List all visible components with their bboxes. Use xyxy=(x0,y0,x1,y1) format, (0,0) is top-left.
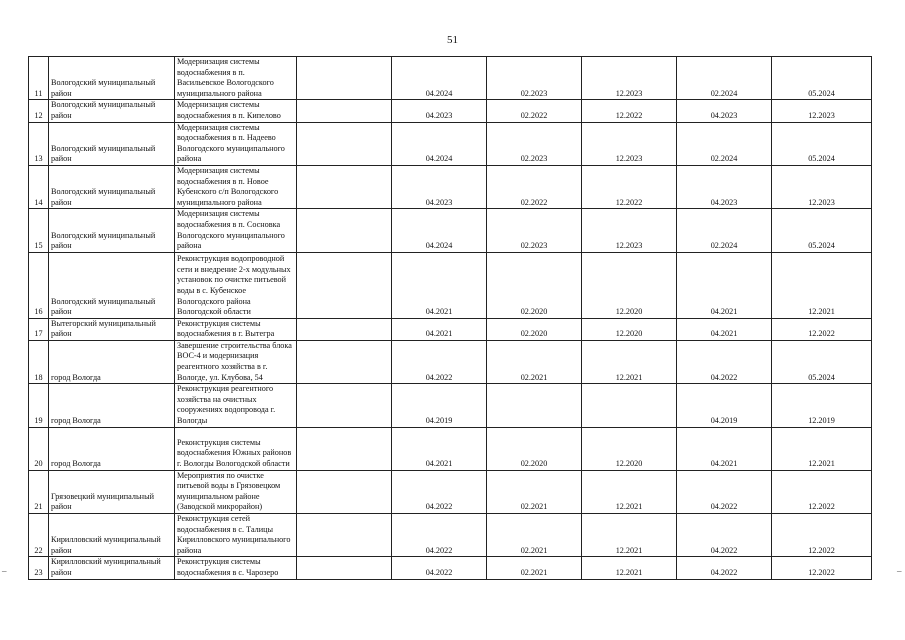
event-cell: Реконструкция системы водоснабжения в г. Вытегра xyxy=(175,318,297,340)
page-number: 51 xyxy=(447,34,458,46)
row-number: 22 xyxy=(29,514,49,557)
date-cell: 12.2023 xyxy=(582,57,677,100)
row-number: 15 xyxy=(29,209,49,252)
date-cell: 04.2022 xyxy=(392,340,487,383)
district-cell: Кирилловский муниципальный район xyxy=(49,557,175,579)
date-cell: 12.2023 xyxy=(582,209,677,252)
date-cell: 12.2021 xyxy=(582,557,677,579)
date-cell: 02.2024 xyxy=(677,122,772,165)
date-cell: 02.2023 xyxy=(487,122,582,165)
left-margin-mark: – xyxy=(2,566,7,576)
date-cell: 12.2021 xyxy=(772,252,872,318)
date-cell: 12.2021 xyxy=(582,470,677,513)
table-row xyxy=(29,252,872,318)
date-cell: 12.2020 xyxy=(582,427,677,470)
date-cell: 02.2021 xyxy=(487,514,582,557)
date-cell: 12.2023 xyxy=(772,100,872,122)
date-cell: 04.2022 xyxy=(392,557,487,579)
row-number: 23 xyxy=(29,557,49,579)
row-number: 12 xyxy=(29,100,49,122)
empty-cell xyxy=(297,427,392,470)
date-cell: 04.2022 xyxy=(677,470,772,513)
event-cell: Мероприятия по очистке питьевой воды в Грязовецком муниципальном районе (Заводской микрорайон) xyxy=(175,470,297,513)
date-cell xyxy=(582,384,677,427)
empty-cell xyxy=(297,318,392,340)
date-cell: 02.2023 xyxy=(487,209,582,252)
empty-cell xyxy=(297,514,392,557)
date-cell: 04.2021 xyxy=(392,252,487,318)
table-row xyxy=(29,100,872,122)
date-cell: 12.2020 xyxy=(582,252,677,318)
district-cell: Вологодский муниципальный район xyxy=(49,122,175,165)
date-cell: 02.2024 xyxy=(677,57,772,100)
row-number: 21 xyxy=(29,470,49,513)
empty-cell xyxy=(297,165,392,208)
date-cell: 12.2023 xyxy=(772,165,872,208)
date-cell: 02.2021 xyxy=(487,340,582,383)
date-cell: 04.2021 xyxy=(677,318,772,340)
date-cell: 12.2020 xyxy=(582,318,677,340)
date-cell: 12.2022 xyxy=(582,165,677,208)
date-cell: 04.2022 xyxy=(677,557,772,579)
event-cell: Модернизация системы водоснабжения в п. Надеево Вологодского муниципального района xyxy=(175,122,297,165)
empty-cell xyxy=(297,384,392,427)
row-number: 17 xyxy=(29,318,49,340)
date-cell: 12.2022 xyxy=(582,100,677,122)
event-cell: Реконструкция водопроводной сети и внедрение 2-х модульных установок по очистке питьевой воды в с. Кубенское Вологодского района Вологодской области xyxy=(175,252,297,318)
row-number: 20 xyxy=(29,427,49,470)
date-cell: 04.2022 xyxy=(677,514,772,557)
date-cell: 12.2023 xyxy=(582,122,677,165)
date-cell xyxy=(487,384,582,427)
district-cell: Вологодский муниципальный район xyxy=(49,252,175,318)
date-cell: 04.2022 xyxy=(392,514,487,557)
table-row xyxy=(29,165,872,208)
empty-cell xyxy=(297,557,392,579)
event-cell: Модернизация системы водоснабжения в п. Сосновка Вологодского муниципального района xyxy=(175,209,297,252)
district-cell: город Вологда xyxy=(49,340,175,383)
district-cell: Кирилловский муниципальный район xyxy=(49,514,175,557)
date-cell: 02.2020 xyxy=(487,252,582,318)
date-cell: 04.2019 xyxy=(392,384,487,427)
date-cell: 04.2021 xyxy=(392,318,487,340)
event-cell: Реконструкция сетей водоснабжения в с. Талицы Кирилловского муниципального района xyxy=(175,514,297,557)
date-cell: 04.2023 xyxy=(392,165,487,208)
row-number: 16 xyxy=(29,252,49,318)
date-cell: 02.2023 xyxy=(487,57,582,100)
table-row xyxy=(29,384,872,427)
date-cell: 04.2021 xyxy=(677,427,772,470)
date-cell: 04.2021 xyxy=(677,252,772,318)
date-cell: 04.2022 xyxy=(392,470,487,513)
event-cell: Модернизация системы водоснабжения в п. Кипелово xyxy=(175,100,297,122)
table-row xyxy=(29,427,872,470)
row-number: 18 xyxy=(29,340,49,383)
date-cell: 02.2021 xyxy=(487,470,582,513)
table-row xyxy=(29,57,872,100)
date-cell: 05.2024 xyxy=(772,57,872,100)
district-cell: Вологодский муниципальный район xyxy=(49,165,175,208)
row-number: 19 xyxy=(29,384,49,427)
schedule-table xyxy=(28,56,872,580)
table-row xyxy=(29,470,872,513)
date-cell: 05.2024 xyxy=(772,122,872,165)
date-cell: 04.2024 xyxy=(392,57,487,100)
event-cell: Модернизация системы водоснабжения в п. Новое Кубенского с/п Вологодского муниципального района xyxy=(175,165,297,208)
date-cell: 12.2022 xyxy=(772,470,872,513)
table-row xyxy=(29,514,872,557)
empty-cell xyxy=(297,340,392,383)
district-cell: Вологодский муниципальный район xyxy=(49,209,175,252)
table-row xyxy=(29,340,872,383)
date-cell: 12.2021 xyxy=(772,427,872,470)
right-margin-mark: – xyxy=(897,566,902,576)
district-cell: Вологодский муниципальный район xyxy=(49,57,175,100)
date-cell: 04.2023 xyxy=(392,100,487,122)
row-number: 11 xyxy=(29,57,49,100)
date-cell: 04.2024 xyxy=(392,122,487,165)
date-cell: 02.2020 xyxy=(487,427,582,470)
district-cell: город Вологда xyxy=(49,427,175,470)
empty-cell xyxy=(297,57,392,100)
date-cell: 04.2024 xyxy=(392,209,487,252)
date-cell: 04.2021 xyxy=(392,427,487,470)
date-cell: 02.2024 xyxy=(677,209,772,252)
row-number: 13 xyxy=(29,122,49,165)
date-cell: 04.2023 xyxy=(677,165,772,208)
event-cell: Реконструкция системы водоснабжения в с. Чарозеро xyxy=(175,557,297,579)
table-row xyxy=(29,209,872,252)
empty-cell xyxy=(297,209,392,252)
date-cell: 05.2024 xyxy=(772,209,872,252)
date-cell: 12.2022 xyxy=(772,557,872,579)
district-cell: город Вологда xyxy=(49,384,175,427)
date-cell: 12.2022 xyxy=(772,514,872,557)
table-row xyxy=(29,318,872,340)
empty-cell xyxy=(297,100,392,122)
district-cell: Вологодский муниципальный район xyxy=(49,100,175,122)
date-cell: 12.2019 xyxy=(772,384,872,427)
date-cell: 04.2022 xyxy=(677,340,772,383)
empty-cell xyxy=(297,122,392,165)
date-cell: 04.2023 xyxy=(677,100,772,122)
date-cell: 02.2020 xyxy=(487,318,582,340)
date-cell: 02.2022 xyxy=(487,165,582,208)
district-cell: Грязовецкий муниципальный район xyxy=(49,470,175,513)
table-body xyxy=(29,57,872,580)
empty-cell xyxy=(297,252,392,318)
event-cell: Завершение строительства блока ВОС-4 и модернизация реагентного хозяйства в г. Вологде, ул. Клубова, 54 xyxy=(175,340,297,383)
date-cell: 02.2022 xyxy=(487,100,582,122)
date-cell: 05.2024 xyxy=(772,340,872,383)
date-cell: 12.2021 xyxy=(582,514,677,557)
date-cell: 12.2022 xyxy=(772,318,872,340)
table-row xyxy=(29,122,872,165)
empty-cell xyxy=(297,470,392,513)
row-number: 14 xyxy=(29,165,49,208)
table-row xyxy=(29,557,872,579)
district-cell: Вытегорский муниципальный район xyxy=(49,318,175,340)
event-cell: Реконструкция системы водоснабжения Южных районов г. Вологды Вологодской области xyxy=(175,427,297,470)
date-cell: 04.2019 xyxy=(677,384,772,427)
date-cell: 12.2021 xyxy=(582,340,677,383)
event-cell: Реконструкция реагентного хозяйства на очистных сооружениях водопровода г. Вологды xyxy=(175,384,297,427)
event-cell: Модернизация системы водоснабжения в п. Васильевское Вологодского муниципального района xyxy=(175,57,297,100)
date-cell: 02.2021 xyxy=(487,557,582,579)
